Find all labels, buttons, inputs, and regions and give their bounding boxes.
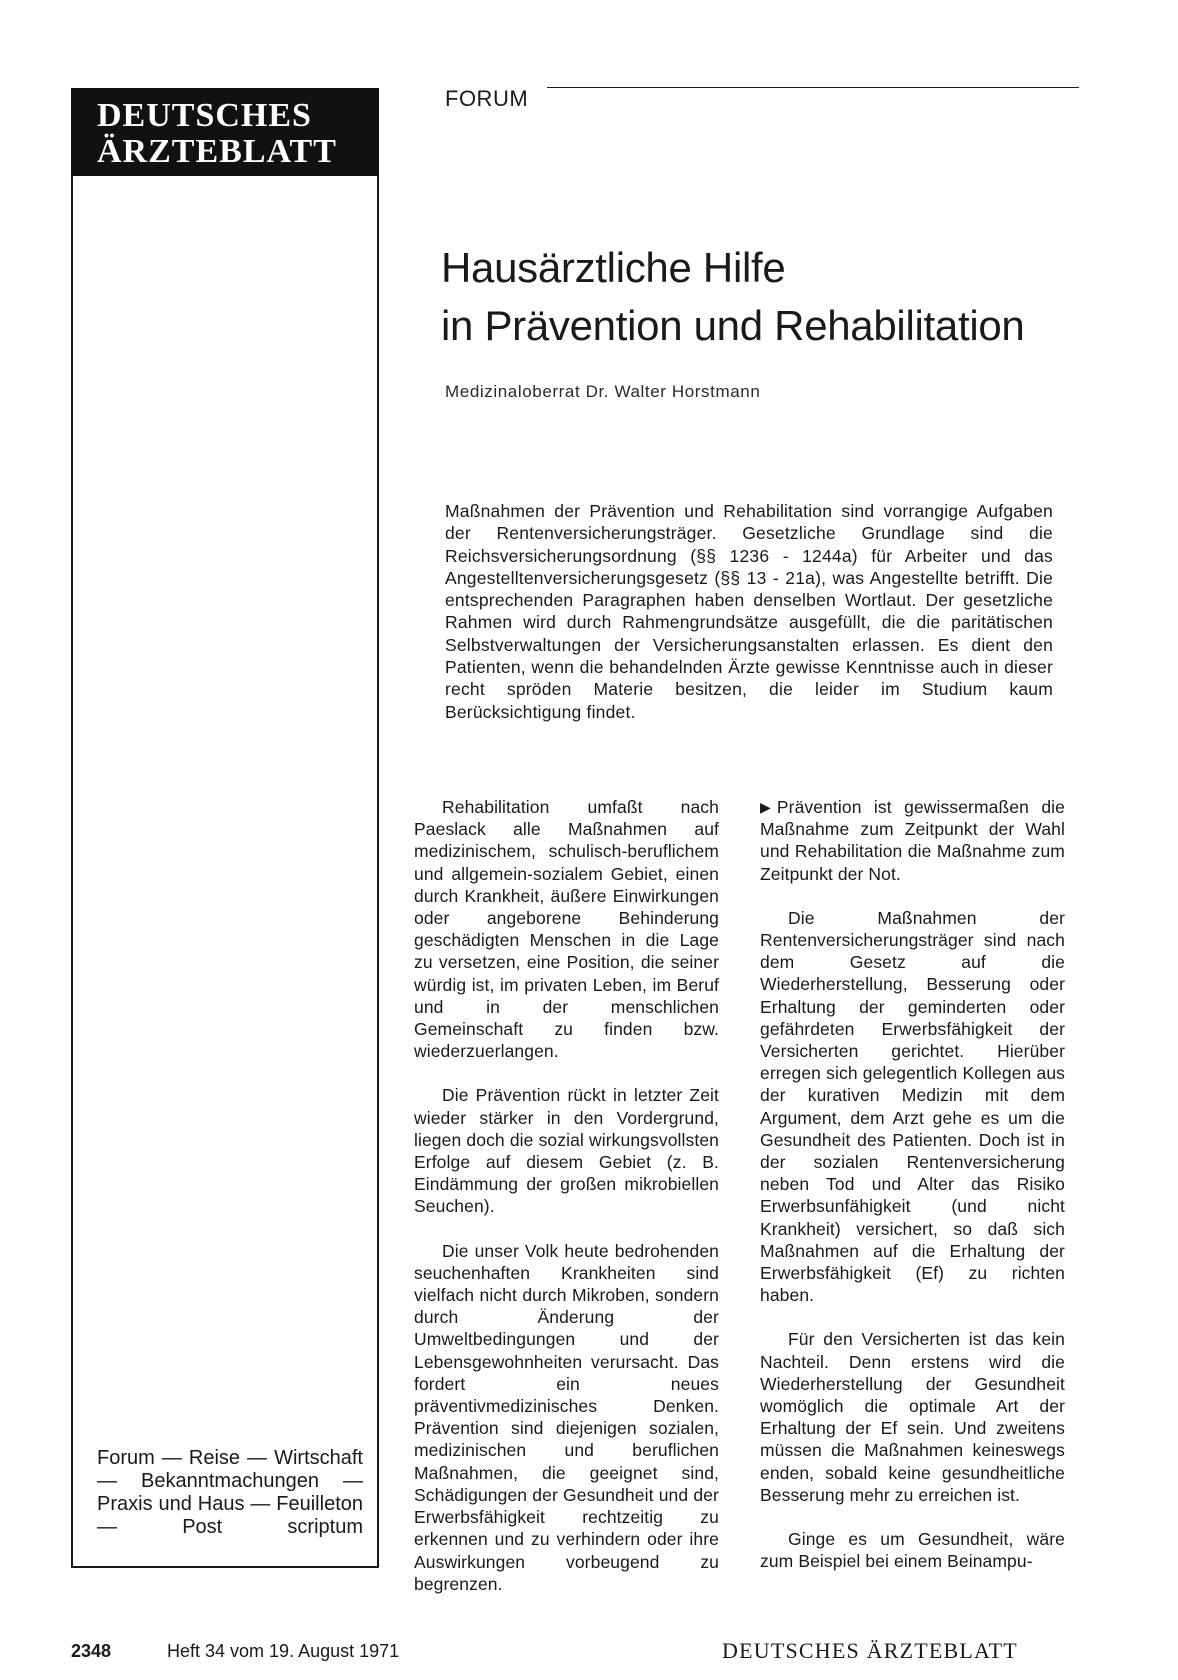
body-column-right	[760, 796, 1065, 1595]
footer-brand: DEUTSCHES ÄRZTEBLATT	[722, 1638, 1018, 1663]
masthead-line-2: ÄRZTEBLATT	[97, 133, 337, 170]
body-paragraph: Die unser Volk heute bedrohenden seuchenhaften Krankheiten sind vielfach nicht durch Mikroben, sondern durch Änderung der Umweltbedingungen und der Lebensgewohnheiten verursacht. Das fordert ein neues präventivmedizinisches Denken. Prävention sind diejenigen sozialen, medizinischen und beruflichen Maßnahmen, die geeignet sind, Schädigungen der Gesundheit und der Erwerbsfähigkeit rechtzeitig zu erkennen und zu verhindern oder ihre Auswirkungen vorbeugend zu begrenzen.	[414, 1240, 719, 1594]
section-label: FORUM	[445, 86, 529, 111]
issue-info: Heft 34 vom 19. August 1971	[167, 1641, 400, 1661]
body-paragraph: Rehabilitation umfaßt nach Paeslack alle Maßnahmen auf medizinischem, schulisch-beruflichem und allgemein-sozialem Gebiet, einen durch Krankheit, äußere Einwirkungen oder angeborene Behinderung geschädigten Menschen in die Lage zu versetzen, eine Position, die seiner würdig ist, im privaten Leben, im Beruf und in der menschlichen Gemeinschaft zu finden bzw. wiederzuerlangen.	[414, 797, 719, 1062]
section-rule	[547, 87, 1079, 88]
article-title	[441, 239, 1101, 355]
masthead-logo	[71, 88, 379, 176]
masthead-line-1: DEUTSCHES	[97, 97, 312, 134]
body-paragraph: Für den Versicherten ist das kein Nachteil. Denn erstens wird die Wiederherstellung der Gesundheit womöglich die optimale Art der Erhaltung der Ef sein. Und zweitens müssen die Maßnahmen keineswegs enden, sobald keine gesundheitliche Besserung mehr zu erreichen ist.	[760, 1329, 1065, 1505]
body-paragraph: Die Prävention rückt in letzter Zeit wieder stärker in den Vordergrund, liegen doch die sozial wirkungsvollsten Erfolge auf diesem Gebiet (z. B. Eindämmung der großen mikrobiellen Seuchen).	[414, 1085, 719, 1217]
triangle-arrow-icon: ▶	[760, 799, 771, 815]
body-column-left	[414, 796, 719, 1617]
highlight-text: Prävention ist gewissermaßen die Maßnahme zum Zeitpunkt der Wahl und Rehabilitation die Maßnahme zum Zeitpunkt der Not.	[760, 797, 1065, 884]
highlight-statement	[760, 796, 1065, 885]
article-title-line-2: in Prävention und Rehabilitation	[441, 302, 1025, 349]
sidebar-frame	[71, 176, 379, 1568]
sidebar-section-list: Forum — Reise — Wirtschaft — Bekanntmachungen — Praxis und Haus — Feuilleton — Post scriptum	[97, 1447, 363, 1538]
body-paragraph: Die Maßnahmen der Rentenversicherungsträger sind nach dem Gesetz auf die Wiederherstellung, Besserung oder Erhaltung der geminderten oder gefährdeten Erwerbsfähigkeit der Versicherten gerichtet. Hierüber erregen sich gelegentlich Kollegen aus der kurativen Medizin mit dem Argument, dem Arzt gehe es um die Gesundheit des Patienten. Doch ist in der sozialen Rentenversicherung neben Tod und Alter das Risiko Erwerbsunfähigkeit (und nicht Krankheit) versichert, so daß sich Maßnahmen auf die Erhaltung der Erwerbsfähigkeit (Ef) zu richten haben.	[760, 907, 1065, 1306]
page-number: 2348	[71, 1641, 112, 1661]
article-abstract: Maßnahmen der Prävention und Rehabilitation sind vorrangige Aufgaben der Rentenversicherungsträger. Gesetzliche Grundlage sind die Reichsversicherungsordnung (§§ 1236 - 1244a) für Arbeiter und das Angestelltenversicherungsgesetz (§§ 13 - 21a), was Angestellte betrifft. Die entsprechenden Paragraphen haben denselben Wortlaut. Der gesetzliche Rahmen wird durch Rahmengrundsätze ausgefüllt, die die paritätischen Selbstverwaltungen der Versicherungsanstalten erlassen. Es dient den Patienten, wenn die behandelnden Ärzte gewisse Kenntnisse auch in dieser recht spröden Materie besitzen, die leider im Studium kaum Berücksichtigung findet.	[445, 501, 1053, 722]
body-paragraph: Ginge es um Gesundheit, wäre zum Beispiel bei einem Beinampu-	[760, 1529, 1065, 1572]
article-author: Medizinaloberrat Dr. Walter Horstmann	[445, 382, 761, 401]
article-title-line-1: Hausärztliche Hilfe	[441, 244, 786, 291]
